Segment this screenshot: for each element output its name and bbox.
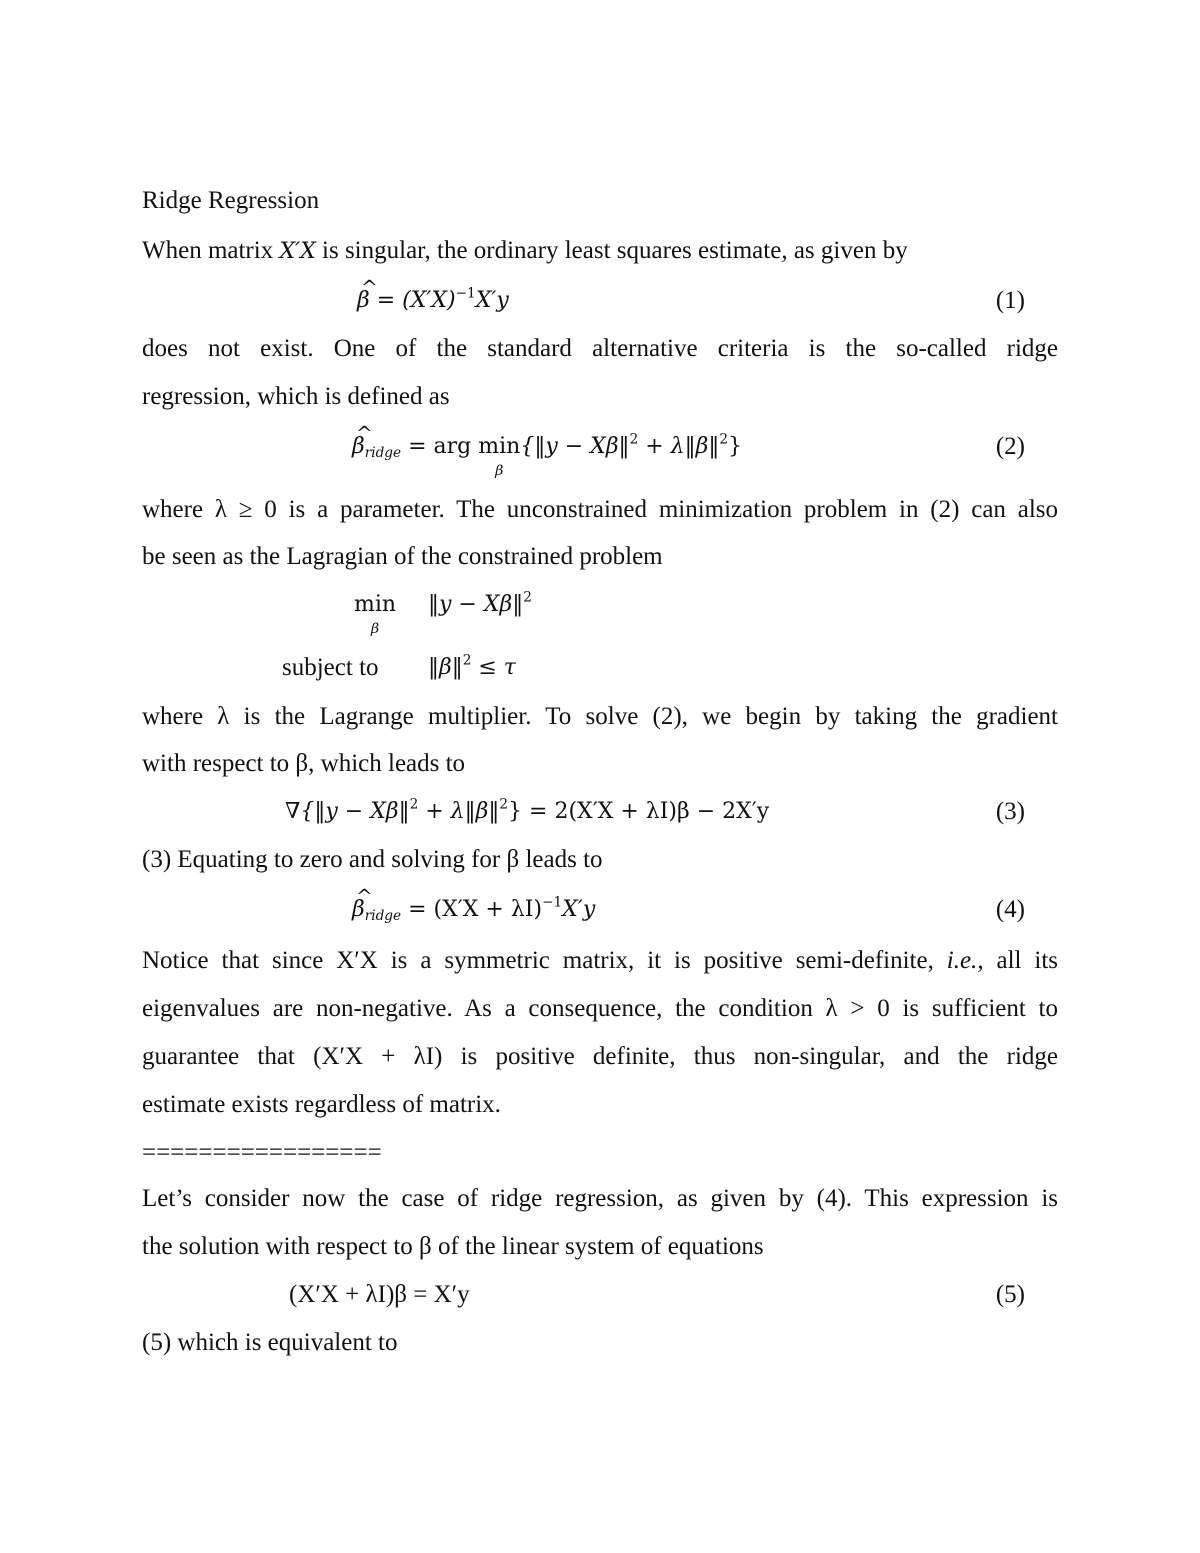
p6-line1-post: , all its: [977, 947, 1059, 974]
constraint-exponent: 2: [462, 652, 472, 669]
eq1-exponent: −1: [455, 285, 476, 302]
equation-5-number: (5): [995, 1281, 1025, 1308]
objective-expr: ‖y − Xβ‖: [428, 592, 524, 617]
constraint-expr: ‖β‖: [428, 655, 463, 680]
paragraph-4-line-1: where λ is the Lagrange multiplier. To solve (2), we begin by taking the gradient: [142, 703, 1058, 730]
min-operator: [478, 432, 521, 479]
eq1-rhs-b: X′y: [475, 288, 509, 313]
eq4-a: = (X′X + λI): [401, 897, 543, 922]
eq1-rhs-a: = (X′X): [369, 288, 456, 313]
beta-hat-ridge-4: ^ β: [352, 895, 365, 925]
eq2-rhs-b: + λ‖β‖: [638, 434, 720, 459]
constrained-min: [354, 590, 397, 637]
intro-text-pre: When matrix: [142, 237, 280, 264]
constrained-min-label: min: [354, 592, 397, 617]
paragraph-6-line-4: estimate exists regardless of matrix.: [142, 1091, 501, 1118]
eq4-b: X′y: [562, 897, 596, 922]
ridge-subscript: ridge: [364, 445, 402, 462]
document-title: Ridge Regression: [142, 187, 320, 214]
eq3-exp-2: 2: [499, 796, 509, 813]
paragraph-6-line-1: [142, 946, 1058, 976]
paragraph-7-line-2: the solution with respect to β of the linear system of equations: [142, 1233, 764, 1260]
equation-5: (X′X + λI)β = X′y: [289, 1281, 470, 1308]
equation-2: [352, 431, 742, 479]
eq2-arg: = arg: [401, 434, 479, 459]
equation-3-number: (3): [995, 798, 1025, 825]
eq2-exp-2: 2: [719, 431, 728, 448]
intro-math-xtx: X′X: [279, 239, 316, 264]
equation-1: [357, 286, 509, 316]
eq3-a: ∇{‖y − Xβ‖: [285, 799, 410, 824]
subject-to-label: subject to: [282, 654, 379, 681]
paragraph-7-line-1: Let’s consider now the case of ridge regression, as given by (4). This expression is: [142, 1185, 1058, 1212]
objective-exponent: 2: [523, 589, 532, 606]
eq4-exponent: −1: [542, 894, 563, 911]
equation-3: [285, 797, 769, 827]
ridge-subscript-4: ridge: [364, 908, 402, 925]
min-subscript: β: [495, 463, 504, 479]
eq2-rhs-c: }: [728, 434, 742, 459]
p6-line1-ie: i.e.: [946, 947, 978, 974]
paragraph-4-line-2: with respect to β, which leads to: [142, 750, 466, 777]
equation-2-number: (2): [995, 433, 1025, 460]
constrained-objective: [428, 590, 532, 620]
equation-1-number: (1): [995, 287, 1025, 314]
paragraph-6-line-3: guarantee that (X′X + λI) is positive definite, thus non-singular, and the ridge: [142, 1043, 1058, 1070]
eq2-rhs-a: {‖y − Xβ‖: [520, 434, 630, 459]
separator: =================: [142, 1139, 382, 1166]
paragraph-6-line-2: eigenvalues are non-negative. As a consequence, the condition λ > 0 is sufficient to: [142, 995, 1058, 1022]
paragraph-intro: [142, 236, 908, 267]
paragraph-3-line-1: where λ ≥ 0 is a parameter. The unconstrained minimization problem in (2) can also: [142, 496, 1058, 523]
constrained-min-subscript: β: [370, 621, 380, 637]
min-label: min: [478, 434, 521, 459]
beta-hat-ridge: ^ β: [352, 432, 365, 462]
paragraph-3-line-2: be seen as the Lagragian of the constrained problem: [142, 543, 663, 570]
constraint-tail: ≤ τ: [471, 655, 516, 680]
eq3-b: + λ‖β‖: [418, 799, 500, 824]
eq3-c: } = 2(X′X + λI)β − 2X′y: [508, 799, 770, 824]
constrained-min-operator: [354, 590, 397, 637]
beta-hat: ^ β: [357, 286, 370, 316]
eq2-exp-1: 2: [629, 431, 639, 448]
p6-line1-pre: Notice that since X′X is a symmetric matrix, it is positive semi-definite,: [142, 947, 947, 974]
constraint-expression: [428, 653, 516, 683]
intro-text-post: is singular, the ordinary least squares estimate, as given by: [315, 237, 908, 264]
paragraph-8: (5) which is equivalent to: [142, 1329, 398, 1356]
paragraph-2-line-1: does not exist. One of the standard alternative criteria is the so-called ridge: [142, 335, 1058, 362]
eq3-exp-1: 2: [409, 796, 419, 813]
paragraph-5: (3) Equating to zero and solving for β leads to: [142, 846, 603, 873]
equation-4: [352, 895, 595, 925]
equation-4-number: (4): [995, 896, 1025, 923]
paragraph-2-line-2: regression, which is defined as: [142, 383, 450, 410]
